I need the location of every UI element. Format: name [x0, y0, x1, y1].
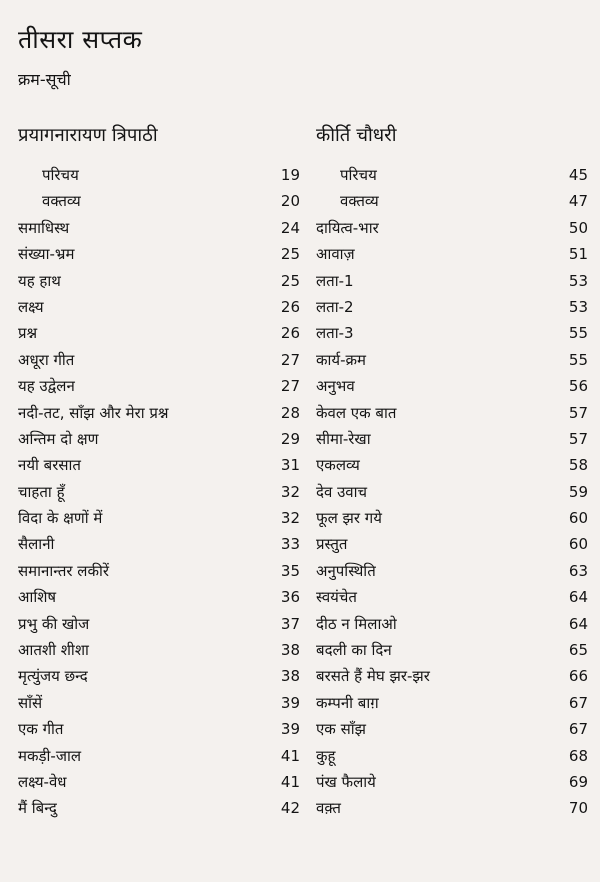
entry-title: लता-2 [316, 297, 354, 316]
entry-page-number: 57 [568, 429, 588, 448]
contents-entry [316, 452, 588, 478]
book-title: तीसरा सप्तक [18, 25, 143, 54]
entry-title: प्रश्न [18, 324, 38, 343]
section-right [316, 122, 588, 822]
contents-entry [18, 162, 300, 188]
contents-entry [316, 505, 588, 531]
entry-page-number: 58 [568, 456, 588, 475]
entry-page-number: 41 [280, 772, 300, 791]
entry-page-number: 32 [280, 509, 300, 528]
entry-page-number: 57 [568, 403, 588, 422]
entry-page-number: 36 [280, 588, 300, 607]
entry-title: कार्य-क्रम [316, 350, 367, 369]
entry-title: अनुभव [316, 377, 355, 396]
contents-entry [316, 558, 588, 584]
entry-page-number: 65 [568, 641, 588, 660]
contents-entry [18, 373, 300, 399]
entry-page-number: 24 [280, 218, 300, 237]
contents-heading: क्रम-सूची [18, 70, 71, 89]
entry-title: आशिष [18, 588, 57, 607]
contents-entry [18, 268, 300, 294]
contents-entry [18, 795, 300, 821]
contents-entry [316, 373, 588, 399]
entry-title: दायित्व-भार [316, 218, 379, 237]
entry-page-number: 51 [568, 245, 588, 264]
entry-title: मृत्युंजय छन्द [18, 667, 88, 686]
author-name: प्रयागनारायण त्रिपाठी [18, 125, 158, 146]
contents-entry [18, 188, 300, 214]
entry-title: परिचय [42, 166, 79, 184]
entry-title: आवाज़ [316, 245, 355, 264]
contents-entry [18, 637, 300, 663]
contents-entry [316, 743, 588, 769]
entry-title: अनुपस्थिति [316, 561, 376, 580]
entry-title: लता-3 [316, 324, 354, 343]
entry-page-number: 38 [280, 641, 300, 660]
entry-page-number: 47 [568, 192, 588, 211]
entry-page-number: 42 [280, 799, 300, 818]
entry-title: लक्ष्य [18, 297, 44, 316]
contents-entry [316, 188, 588, 214]
entry-list [316, 162, 588, 822]
entry-page-number: 64 [568, 588, 588, 607]
entry-title: सीमा-रेखा [316, 429, 371, 448]
entry-title: वक्तव्य [340, 192, 379, 211]
entry-page-number: 19 [280, 166, 300, 184]
contents-entry [18, 294, 300, 320]
entry-page-number: 67 [568, 720, 588, 739]
contents-entry [316, 400, 588, 426]
contents-entry [316, 531, 588, 557]
entry-title: स्वयंचेत [316, 588, 357, 607]
entry-title: प्रभु की खोज [18, 614, 90, 633]
entry-title: साँसें [18, 693, 43, 712]
entry-page-number: 60 [568, 535, 588, 554]
contents-entry [18, 716, 300, 742]
contents-entry [18, 505, 300, 531]
entry-page-number: 69 [568, 772, 588, 791]
section-left [18, 122, 300, 822]
entry-title: कम्पनी बाग़ [316, 693, 379, 712]
entry-title: चाहता हूँ [18, 482, 65, 501]
entry-page-number: 55 [568, 324, 588, 343]
contents-entry [316, 320, 588, 346]
contents-entry [316, 690, 588, 716]
contents-entry [316, 795, 588, 821]
contents-entry [18, 479, 300, 505]
contents-entry [18, 690, 300, 716]
entry-page-number: 56 [568, 377, 588, 396]
contents-entry [18, 452, 300, 478]
contents-entry [316, 611, 588, 637]
contents-entry [316, 663, 588, 689]
entry-title: विदा के क्षणों में [18, 509, 103, 528]
entry-page-number: 20 [280, 192, 300, 211]
contents-entry [316, 215, 588, 241]
contents-entry [18, 241, 300, 267]
entry-title: देव उवाच [316, 482, 368, 501]
entry-title: यह उद्वेलन [18, 377, 75, 396]
entry-title: केवल एक बात [316, 403, 397, 422]
contents-entry [316, 162, 588, 188]
author-name: कीर्ति चौधरी [316, 125, 397, 146]
entry-title: नदी-तट, साँझ और मेरा प्रश्न [18, 403, 169, 422]
contents-entry [18, 400, 300, 426]
entry-title: समाधिस्थ [18, 218, 70, 237]
contents-entry [18, 215, 300, 241]
entry-page-number: 59 [568, 482, 588, 501]
entry-title: अन्तिम दो क्षण [18, 429, 99, 448]
entry-title: मकड़ी-जाल [18, 746, 81, 765]
entry-page-number: 25 [280, 271, 300, 290]
contents-entry [316, 347, 588, 373]
contents-entry [316, 716, 588, 742]
entry-page-number: 31 [280, 456, 300, 475]
entry-title: सैलानी [18, 535, 55, 554]
entry-page-number: 35 [280, 561, 300, 580]
entry-page-number: 55 [568, 350, 588, 369]
entry-page-number: 64 [568, 614, 588, 633]
entry-page-number: 67 [568, 693, 588, 712]
contents-entry [316, 584, 588, 610]
entry-page-number: 39 [280, 720, 300, 739]
contents-entry [18, 531, 300, 557]
entry-page-number: 29 [280, 429, 300, 448]
entry-page-number: 32 [280, 482, 300, 501]
entry-list [18, 162, 300, 822]
entry-title: एक गीत [18, 720, 64, 739]
entry-page-number: 25 [280, 245, 300, 264]
contents-entry [316, 637, 588, 663]
contents-entry [18, 743, 300, 769]
entry-title: लता-1 [316, 271, 354, 290]
entry-title: संख्या-भ्रम [18, 245, 75, 264]
entry-page-number: 66 [568, 667, 588, 686]
entry-title: प्रस्तुत [316, 535, 348, 554]
entry-page-number: 60 [568, 509, 588, 528]
entry-title: अधूरा गीत [18, 350, 75, 369]
contents-entry [18, 584, 300, 610]
entry-title: लक्ष्य-वेध [18, 772, 67, 791]
entry-page-number: 63 [568, 561, 588, 580]
entry-title: दीठ न मिलाओ [316, 614, 397, 633]
entry-title: बरसते हैं मेघ झर-झर [316, 667, 430, 686]
entry-title: समानान्तर लकीरें [18, 561, 109, 580]
contents-entry [18, 558, 300, 584]
entry-title: कुहू [316, 746, 336, 765]
contents-entry [316, 426, 588, 452]
entry-title: एक साँझ [316, 720, 366, 739]
contents-entry [316, 241, 588, 267]
contents-entry [18, 663, 300, 689]
entry-title: आतशी शीशा [18, 641, 89, 660]
entry-title: फूल झर गये [316, 509, 382, 528]
contents-entry [18, 320, 300, 346]
entry-page-number: 53 [568, 297, 588, 316]
entry-page-number: 39 [280, 693, 300, 712]
entry-title: यह हाथ [18, 271, 61, 290]
entry-page-number: 27 [280, 377, 300, 396]
contents-entry [18, 769, 300, 795]
contents-entry [316, 479, 588, 505]
entry-page-number: 33 [280, 535, 300, 554]
contents-entry [18, 347, 300, 373]
entry-title: वक़्त [316, 799, 341, 818]
entry-page-number: 26 [280, 297, 300, 316]
entry-title: परिचय [340, 166, 377, 184]
entry-page-number: 37 [280, 614, 300, 633]
entry-page-number: 70 [568, 799, 588, 818]
entry-title: वक्तव्य [42, 192, 81, 211]
entry-page-number: 45 [568, 166, 588, 184]
entry-page-number: 68 [568, 746, 588, 765]
contents-entry [316, 769, 588, 795]
entry-page-number: 50 [568, 218, 588, 237]
entry-title: पंख फैलाये [316, 772, 376, 791]
entry-title: मैं बिन्दु [18, 799, 57, 818]
entry-title: बदली का दिन [316, 641, 392, 660]
entry-page-number: 41 [280, 746, 300, 765]
entry-page-number: 28 [280, 403, 300, 422]
contents-entry [18, 611, 300, 637]
entry-page-number: 53 [568, 271, 588, 290]
contents-entry [316, 294, 588, 320]
contents-entry [18, 426, 300, 452]
entry-title: एकलव्य [316, 456, 360, 475]
entry-page-number: 27 [280, 350, 300, 369]
entry-page-number: 38 [280, 667, 300, 686]
contents-entry [316, 268, 588, 294]
entry-page-number: 26 [280, 324, 300, 343]
entry-title: नयी बरसात [18, 456, 81, 475]
